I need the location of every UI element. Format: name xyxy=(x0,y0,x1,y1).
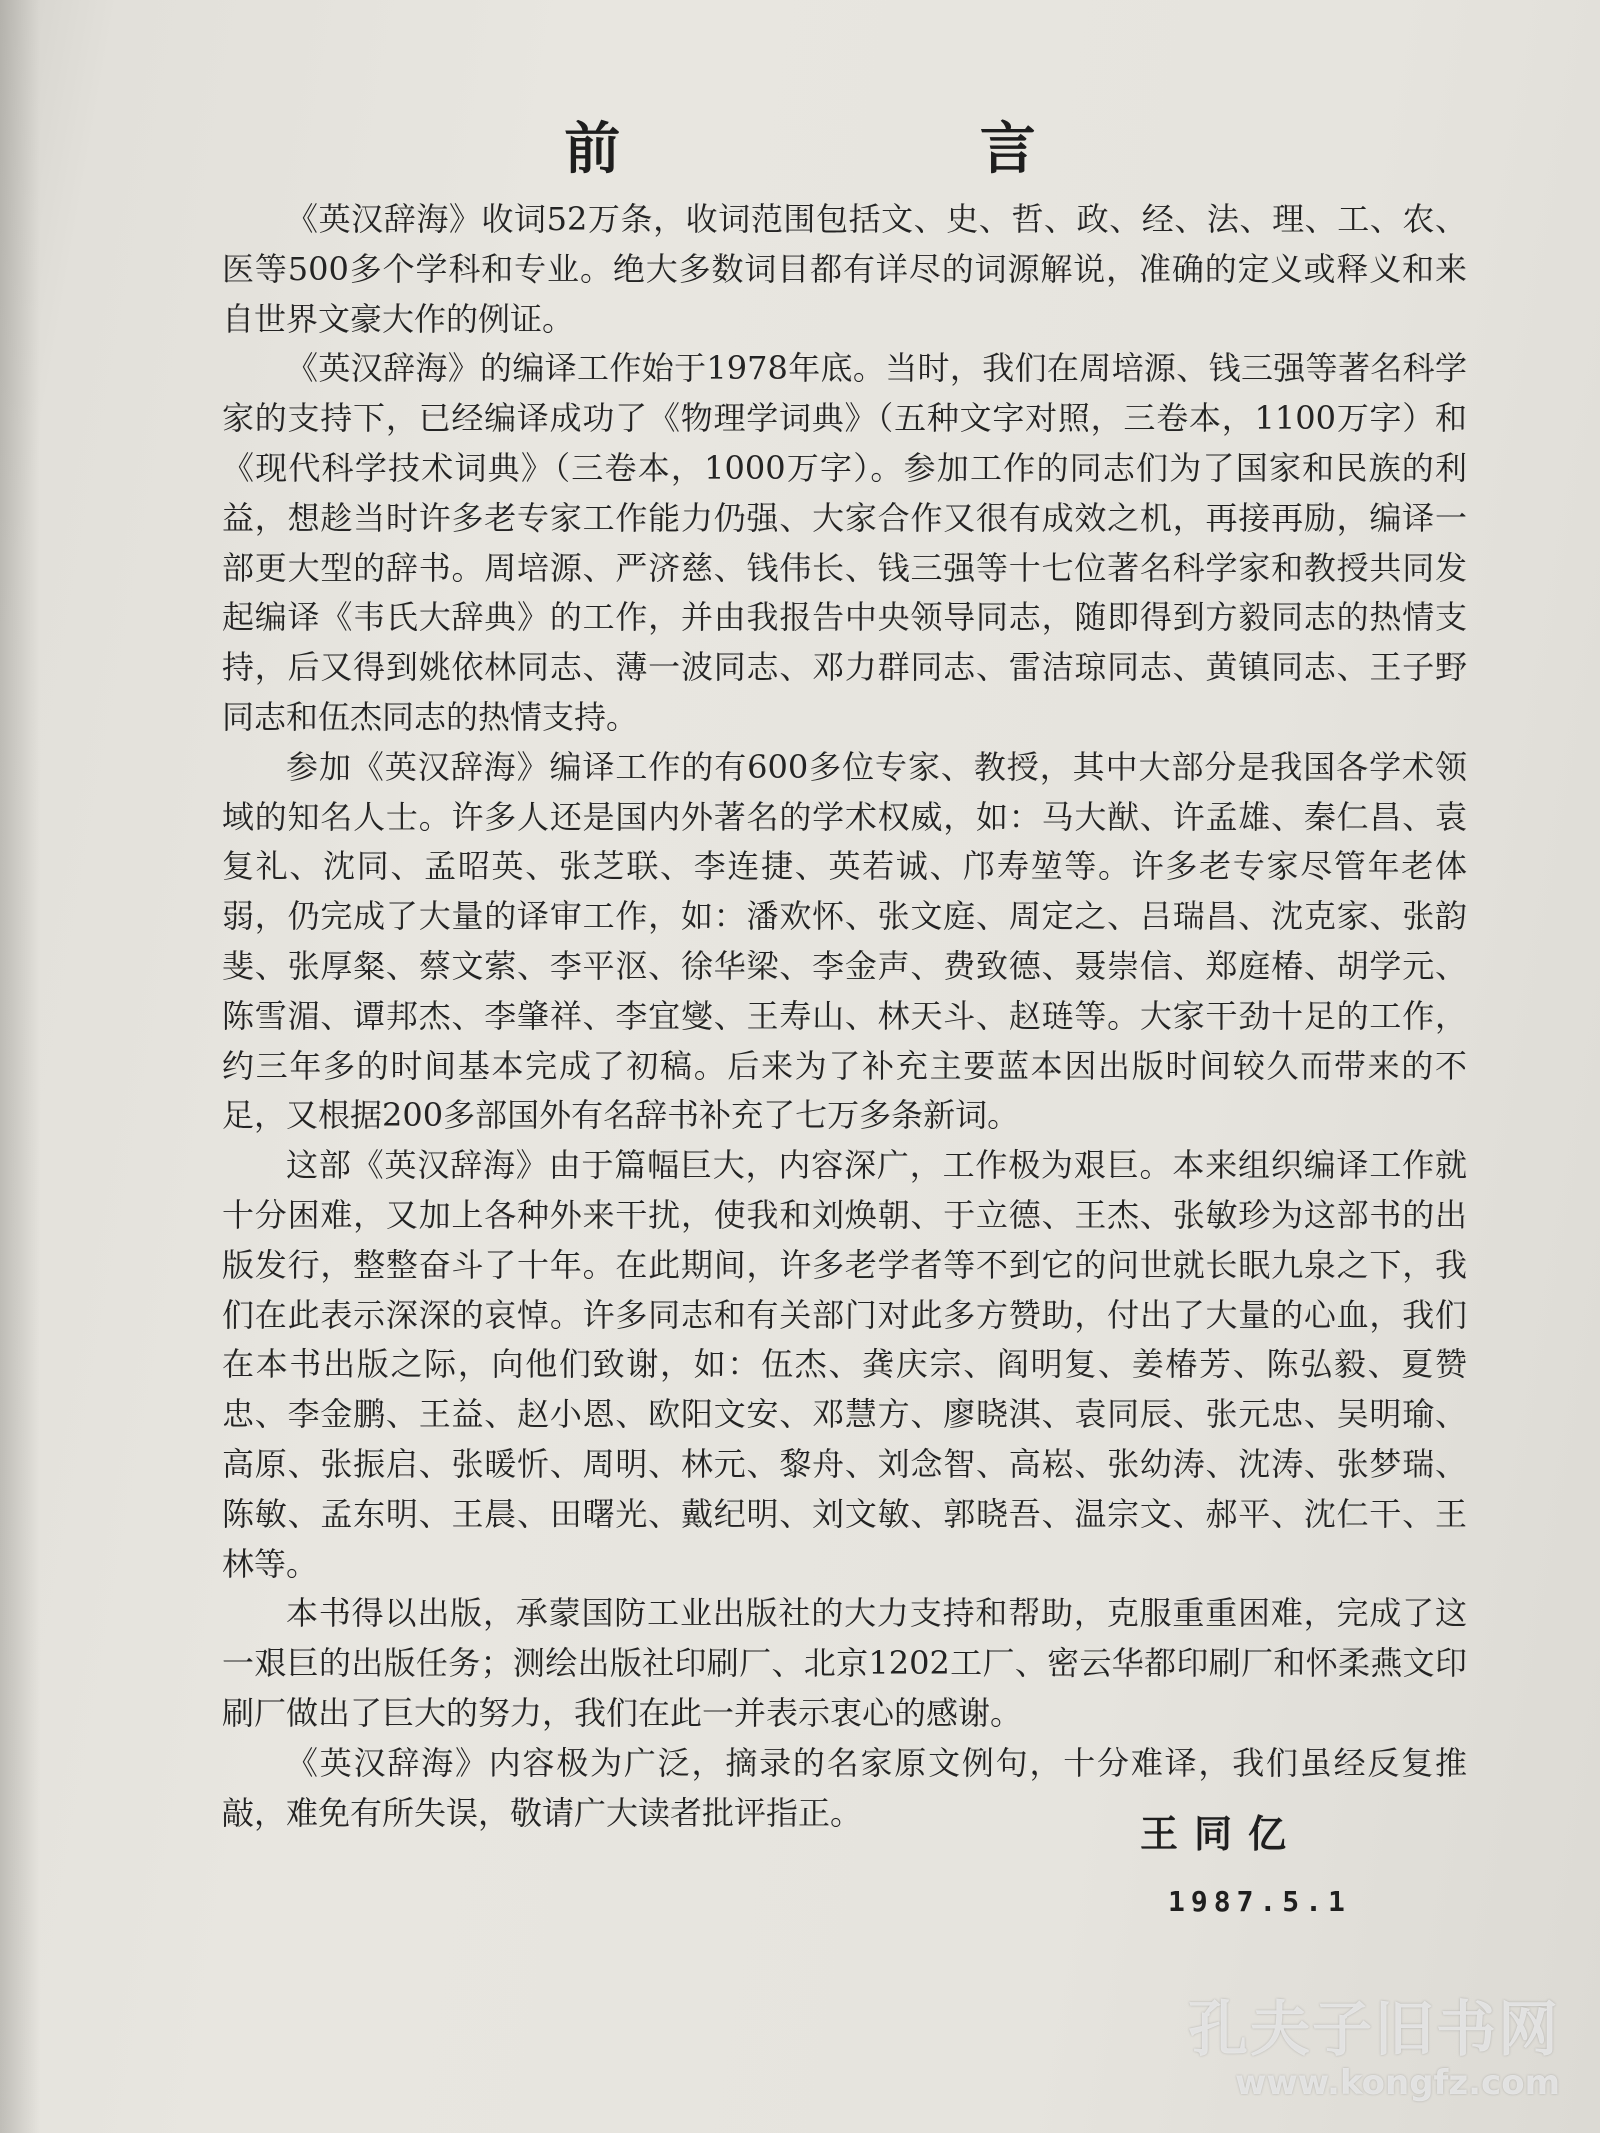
page-fold-shadow xyxy=(0,0,40,2133)
paragraph-5: 本书得以出版，承蒙国防工业出版社的大力支持和帮助，克服重重困难，完成了这一艰巨的出版任务；测绘出版社印刷厂、北京1202工厂、密云华都印刷厂和怀柔燕文印刷厂做出了巨大的努力，我们在此一并表示衷心的感谢。 xyxy=(222,1594,1467,1732)
site-watermark xyxy=(1188,1997,1560,2103)
paragraph-1: 《英汉辞海》收词52万条，收词范围包括文、史、哲、政、经、法、理、工、农、医等500多个学科和专业。绝大多数词目都有详尽的词源解说，准确的定义或释义和来自世界文豪大作的例证。 xyxy=(222,200,1467,338)
watermark-name: 孔夫子旧书网 xyxy=(1188,1995,1560,2065)
page-title: 前 言 xyxy=(564,116,1206,182)
watermark-url: www.kongfz.com xyxy=(1234,2063,1560,2103)
paragraph-2: 《英汉辞海》的编译工作始于1978年底。当时，我们在周培源、钱三强等著名科学家的支持下，已经编译成功了《物理学词典》（五种文字对照，三卷本，1100万字）和《现代科学技术词典》（三卷本，1000万字）。参加工作的同志们为了国家和民族的利益，想趁当时许多老专家工作能力仍强、大家合作又很有成效之机，再接再励，编译一部更大型的辞书。周培源、严济慈、钱伟长、钱三强等十七位著名科学家和教授共同发起编译《韦氏大辞典》的工作，并由我报告中央领导同志，随即得到方毅同志的热情支持，后又得到姚依林同志、薄一波同志、邓力群同志、雷洁琼同志、黄镇同志、王子野同志和伍杰同志的热情支持。 xyxy=(222,349,1467,736)
paragraph-3: 参加《英汉辞海》编译工作的有600多位专家、教授，其中大部分是我国各学术领域的知名人士。许多人还是国内外著名的学术权威，如：马大猷、许孟雄、秦仁昌、袁复礼、沈同、孟昭英、张芝联、李连捷、英若诚、邝寿堃等。许多老专家尽管年老体弱，仍完成了大量的译审工作，如：潘欢怀、张文庭、周定之、吕瑞昌、沈克家、张韵斐、张厚粲、蔡文萦、李平沤、徐华梁、李金声、费致德、聂崇信、郑庭椿、胡学元、陈雪湄、谭邦杰、李肇祥、李宜燮、王寿山、林天斗、赵琏等。大家干劲十足的工作，约三年多的时间基本完成了初稿。后来为了补充主要蓝本因出版时间较久而带来的不足，又根据200多部国外有名辞书补充了七万多条新词。 xyxy=(222,747,1467,1135)
preface-body xyxy=(222,195,1467,1838)
author-signature: 王同亿 xyxy=(1140,1811,1303,1856)
signature-date: 1987.5.1 xyxy=(1168,1885,1351,1918)
paragraph-6: 《英汉辞海》内容极为广泛，摘录的名家原文例句，十分难译，我们虽经反复推敲，难免有所失误，敬请广大读者批评指正。 xyxy=(222,1743,1467,1832)
paragraph-4: 这部《英汉辞海》由于篇幅巨大，内容深广，工作极为艰巨。本来组织编译工作就十分困难，又加上各种外来干扰，使我和刘焕朝、于立德、王杰、张敏珍为这部书的出版发行，整整奋斗了十年。在此期间，许多老学者等不到它的问世就长眠九泉之下，我们在此表示深深的哀悼。许多同志和有关部门对此多方赞助，付出了大量的心血，我们在本书出版之际，向他们致谢，如：伍杰、龚庆宗、阎明复、姜椿芳、陈弘毅、夏赞忠、李金鹏、王益、赵小恩、欧阳文安、邓慧方、廖晓淇、袁同辰、张元忠、吴明瑜、高原、张振启、张暖忻、周明、林元、黎舟、刘念智、高崧、张幼涛、沈涛、张梦瑞、陈敏、孟东明、王晨、田曙光、戴纪明、刘文敏、郭晓吾、温宗文、郝平、沈仁干、王林等。 xyxy=(222,1146,1467,1583)
